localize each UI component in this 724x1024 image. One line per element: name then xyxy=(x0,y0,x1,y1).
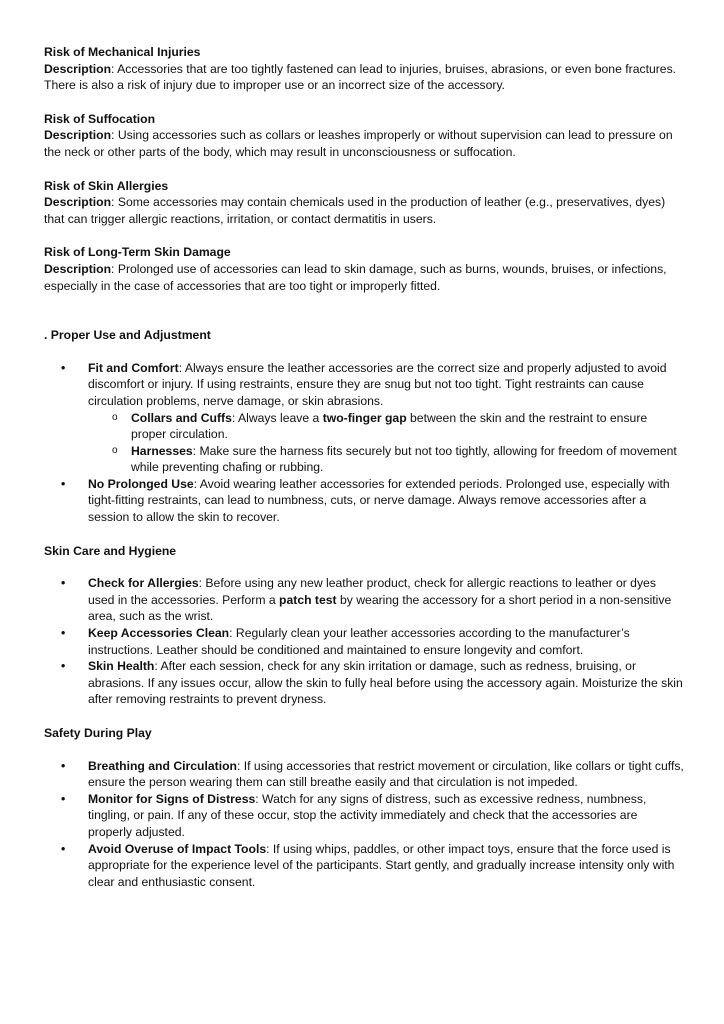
risk-mechanical-injuries xyxy=(44,44,684,94)
list-item-skin-health xyxy=(44,658,684,708)
bullet-icon: • xyxy=(61,576,66,591)
item-text: by wearing the accessory for a short period in a non-sensitive area, such as the wrist. xyxy=(88,592,672,624)
list-item-avoid-overuse xyxy=(44,841,684,891)
proper-use-list xyxy=(44,360,684,526)
item-label: Monitor for Signs of Distress xyxy=(88,791,256,806)
item-emphasis: patch test xyxy=(279,592,337,607)
list-item-fit-and-comfort xyxy=(44,360,684,476)
item-text: between the skin and the restraint to ensure proper circulation. xyxy=(131,410,648,442)
section-title-safety: Safety During Play xyxy=(44,726,152,740)
bullet-icon: • xyxy=(61,791,66,806)
description-text: : Prolonged use of accessories can lead to skin damage, such as burns, wounds, bruises, or infections, especially in the case of accessories that are too tight or improperly fitted. xyxy=(44,261,667,293)
bullet-icon: • xyxy=(61,626,66,641)
description-label: Description xyxy=(44,128,112,143)
item-label: Fit and Comfort xyxy=(88,360,179,375)
risk-title: Risk of Suffocation xyxy=(44,111,156,126)
item-text: : Always leave a xyxy=(231,410,323,425)
bullet-icon: • xyxy=(61,360,66,375)
document-page xyxy=(44,44,684,907)
sub-bullet-icon: o xyxy=(112,444,118,456)
sub-bullet-icon: o xyxy=(112,411,118,423)
item-emphasis: two-finger gap xyxy=(322,410,407,425)
safety-list xyxy=(44,758,684,891)
bullet-icon: • xyxy=(61,659,66,674)
sublist-item-harnesses xyxy=(88,443,684,476)
item-label: Avoid Overuse of Impact Tools xyxy=(88,841,267,856)
sublist-item-collars-and-cuffs xyxy=(88,410,684,443)
item-label: Breathing and Circulation xyxy=(88,758,237,773)
description-text: : Some accessories may contain chemicals used in the production of leather (e.g., preservatives, dyes) that can trigger allergic reactions, irritation, or contact dermatitis in users. xyxy=(44,195,666,226)
item-label: Skin Health xyxy=(88,659,155,674)
item-label: Collars and Cuffs xyxy=(131,410,232,425)
description-label: Description xyxy=(44,195,112,210)
item-text: : Avoid wearing leather accessories for extended periods. Prolonged use, especially with tight-fitting restraints, can lead to numbness, cuts, or nerve damage. Always remove accessories after a session to allow the skin to recover. xyxy=(88,476,670,525)
risk-title: Risk of Skin Allergies xyxy=(44,178,169,193)
risk-title: Risk of Mechanical Injuries xyxy=(44,45,201,59)
risk-description xyxy=(44,127,684,160)
item-text: : Regularly clean your leather accessories according to the manufacturer’s instructions. Leather should be conditioned and maintained to ensure longevity and comfort. xyxy=(88,626,630,657)
item-text: : After each session, check for any skin irritation or damage, such as redness, bruising, or abrasions. If any issues occur, allow the skin to fully heal before using the accessory again. Moisturize the skin after removing restraints to prevent dryness. xyxy=(88,659,683,707)
risk-suffocation xyxy=(44,111,684,161)
item-label: No Prolonged Use xyxy=(88,476,194,491)
item-text: : Before using any new leather product, check for allergic reactions to leather or dyes used in the accessories. Perform a xyxy=(88,576,656,607)
description-label: Description xyxy=(44,261,112,276)
section-title-skin-care: Skin Care and Hygiene xyxy=(44,543,177,558)
item-text: : Make sure the harness fits securely but not too tightly, allowing for freedom of movement while preventing chafing or rubbing. xyxy=(131,443,677,475)
item-label: Keep Accessories Clean xyxy=(88,626,230,641)
bullet-icon: • xyxy=(61,476,66,491)
description-text: : Using accessories such as collars or leashes improperly or without supervision can lead to pressure on the neck or other parts of the body, which may result in unconsciousness or suffocation. xyxy=(44,128,673,159)
item-label: Check for Allergies xyxy=(88,576,199,591)
skin-care-list xyxy=(44,575,684,708)
item-label: Harnesses xyxy=(131,443,193,458)
risk-title: Risk of Long-Term Skin Damage xyxy=(44,245,231,260)
risk-description xyxy=(44,61,684,94)
item-text: : If using accessories that restrict movement or circulation, like collars or tight cuffs, ensure the person wearing them can still breathe easily and that circulation is not impeded. xyxy=(88,758,684,790)
section-title-proper-use: . Proper Use and Adjustment xyxy=(44,328,211,343)
fit-sublist xyxy=(88,410,684,476)
bullet-icon: • xyxy=(61,758,66,773)
description-text: : Accessories that are too tightly fastened can lead to injuries, bruises, abrasions, or even bone fractures. There is also a risk of injury due to improper use or an incorrect size of the accessory. xyxy=(44,61,677,93)
list-item-breathing-and-circulation xyxy=(44,758,684,791)
list-item-no-prolonged-use xyxy=(44,476,684,526)
list-item-check-for-allergies xyxy=(44,575,684,625)
risk-description xyxy=(44,261,684,294)
risk-long-term-skin-damage xyxy=(44,244,684,294)
risk-description xyxy=(44,194,684,227)
list-item-monitor-distress xyxy=(44,791,684,841)
item-text: : Watch for any signs of distress, such as excessive redness, numbness, tingling, or pain. If any of these occur, stop the activity immediately and check that the accessories are properly adjusted. xyxy=(88,791,647,839)
list-item-keep-accessories-clean xyxy=(44,625,684,658)
item-text: : If using whips, paddles, or other impact toys, ensure that the force used is appropriate for the experience level of the participants. Start gently, and gradually increase intensity only with clear and enthusiastic consent. xyxy=(88,841,675,889)
bullet-icon: • xyxy=(61,841,66,856)
risk-skin-allergies xyxy=(44,178,684,228)
description-label: Description xyxy=(44,61,112,76)
item-text: : Always ensure the leather accessories are the correct size and properly adjusted to avoid discomfort or injury. If using restraints, ensure they are snug but not too tight. Tight restraints can cause circulation problems, nerve damage, or skin abrasions. xyxy=(88,360,667,408)
